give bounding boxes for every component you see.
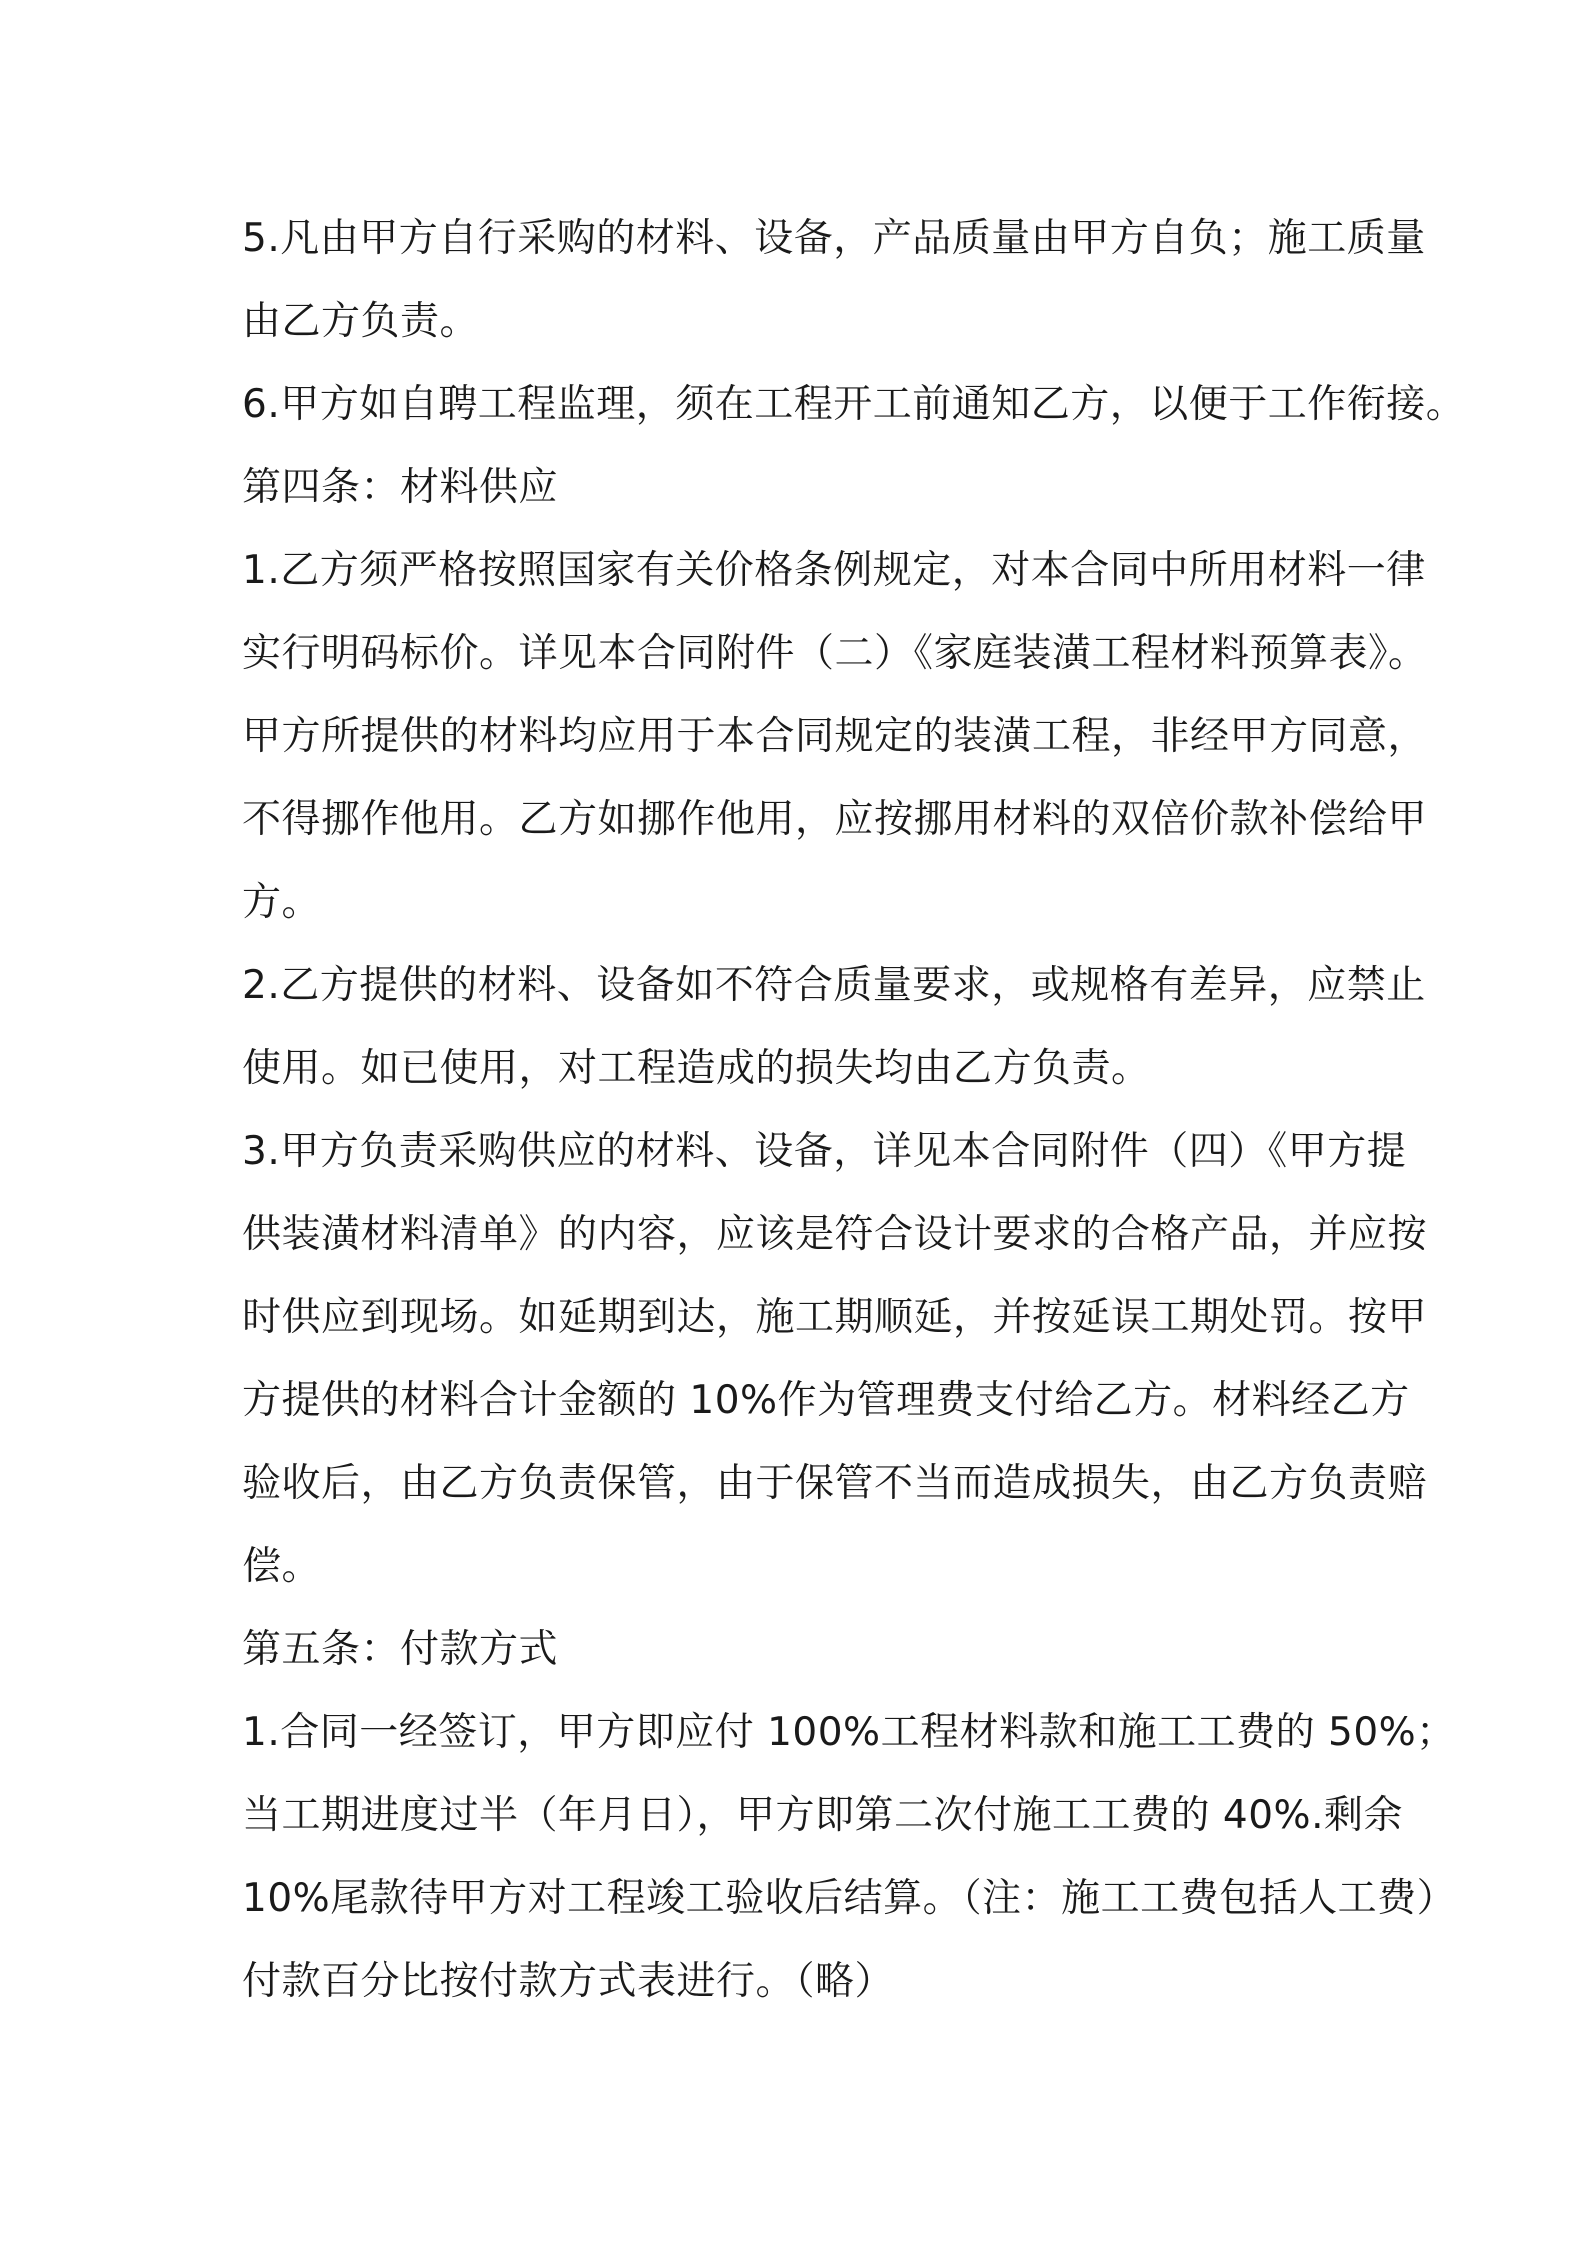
section-heading: 第五条：付款方式 — [242, 1627, 559, 1672]
text-line: 2.乙方提供的材料、设备如不符合质量要求，或规格有差异，应禁止 — [242, 963, 1426, 1008]
text-line: 时供应到现场。如延期到达，施工期顺延，并按延误工期处罚。按甲 — [242, 1295, 1428, 1340]
text-line: 方。 — [242, 880, 322, 925]
contract-text — [242, 197, 1466, 2023]
text-line: 供装潢材料清单》的内容，应该是符合设计要求的合格产品，并应按 — [242, 1212, 1428, 1257]
text-line: 由乙方负责。 — [242, 299, 480, 344]
text-line: 甲方所提供的材料均应用于本合同规定的装潢工程，非经甲方同意， — [242, 714, 1428, 759]
text-line: 验收后，由乙方负责保管，由于保管不当而造成损失，由乙方负责赔 — [242, 1461, 1428, 1506]
text-line: 6.甲方如自聘工程监理，须在工程开工前通知乙方，以便于工作衔接。 — [242, 382, 1466, 427]
text-line: 5.凡由甲方自行采购的材料、设备，产品质量由甲方自负；施工质量 — [242, 216, 1426, 261]
text-line: 不得挪作他用。乙方如挪作他用，应按挪用材料的双倍价款补偿给甲 — [242, 797, 1428, 842]
text-line: 方提供的材料合计金额的 10%作为管理费支付给乙方。材料经乙方 — [242, 1378, 1410, 1423]
text-line: 3.甲方负责采购供应的材料、设备，详见本合同附件（四）《甲方提 — [242, 1129, 1407, 1174]
text-line: 偿。 — [242, 1544, 322, 1589]
text-line: 1.合同一经签订，甲方即应付 100%工程材料款和施工工费的 50%； — [242, 1710, 1456, 1755]
text-line: 10%尾款待甲方对工程竣工验收后结算。（注：施工工费包括人工费） — [242, 1876, 1457, 1921]
text-line: 当工期进度过半（年月日），甲方即第二次付施工工费的 40%.剩余 — [242, 1793, 1403, 1838]
text-line: 实行明码标价。详见本合同附件（二）《家庭装潢工程材料预算表》。 — [242, 631, 1428, 676]
text-line: 付款百分比按付款方式表进行。（略） — [242, 1959, 895, 2004]
section-heading: 第四条：材料供应 — [242, 465, 559, 510]
text-line: 1.乙方须严格按照国家有关价格条例规定，对本合同中所用材料一律 — [242, 548, 1426, 593]
text-line: 使用。如已使用，对工程造成的损失均由乙方负责。 — [242, 1046, 1151, 1091]
